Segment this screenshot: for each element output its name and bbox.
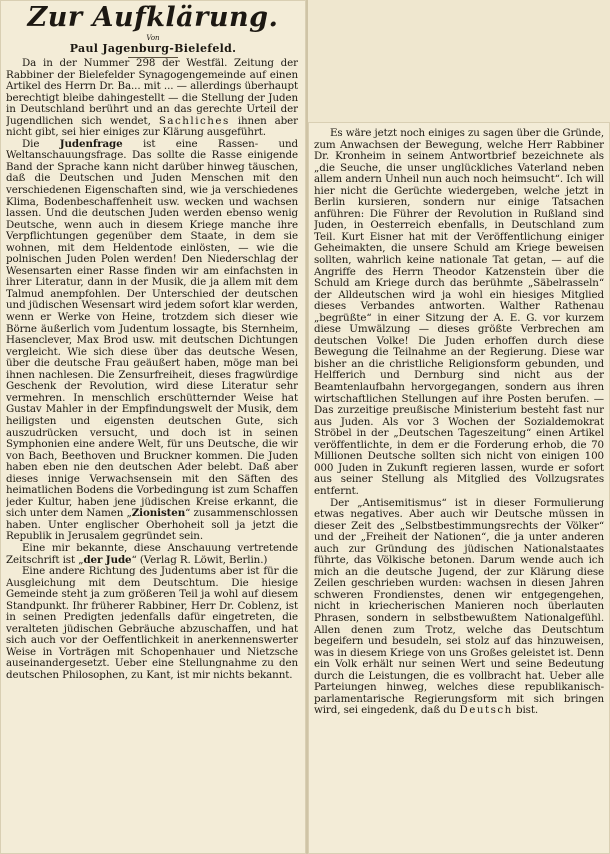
- text-run: ihnen aber nicht gibt, sei hier einiges zur Klärung ausgeführt.: [6, 114, 298, 139]
- article-paragraph: [314, 498, 604, 717]
- article-column-left: [6, 58, 298, 854]
- text-run: der Jude: [83, 553, 132, 566]
- text-run: “ (Verlag R. Löwit, Berlin.): [131, 553, 268, 566]
- text-run: Die: [22, 137, 60, 150]
- byline-prefix: Von: [146, 34, 160, 42]
- text-run: Eine andere Richtung des Judentums aber ist für die Ausgleichung mit dem Deutschtum. Die hiesige Gemeinde steht ja zum größeren Teil ja wohl auf diesem Standpunkt. Ihr früherer Rabbiner, Herr Dr. Coblenz, ist in seinen Predigten jedenfalls dafür eingetreten, die veralteten jüdischen Gebräuche abzuschaffen, und hat sich auch vor der Oeffentlichkeit in anerkennenswerter Weise in Vorträgen mit Schopenhauer und Nietzsche auseinandergesetzt. Ueber eine Stellungnahme zu den deutschen Philosophen, zu Kant, ist mir nichts bekannt.: [6, 565, 298, 681]
- article-paragraph: [6, 543, 298, 566]
- text-run: Zionisten: [131, 507, 186, 520]
- text-run: Sachliches: [158, 114, 230, 127]
- article-paragraph: [6, 58, 298, 139]
- text-run: bist.: [512, 704, 539, 717]
- article-paragraph: [6, 566, 298, 681]
- text-run: Eine mir bekannte, diese Anschauung vertretende Zeitschrift ist „: [6, 541, 298, 566]
- article-title: Zur Aufklärung.: [27, 2, 279, 33]
- text-run: “ zusammenschlossen haben. Unter englischer Oberhoheit soll ja jetzt die Republik in Jerusalem gegründet sein.: [6, 507, 298, 543]
- article-clipping-right: [308, 122, 610, 854]
- text-run: Der „Antisemitismus“ ist in dieser Formulierung etwas negatives. Aber auch wir Deutsche müssen in dieser Zeit des „Selbstbestimmungsrechts der Völker“ und der „Freiheit der Nationen“, die ja unter anderen auch zur Gründung des jüdischen Nationalstaates führte, das Völkische betonen. Darum wende auch ich mich an die deutsche Jugend, der zur Klärung diese Zeilen geschrieben wurden: wachsen in diesen Jahren schweren Frondienstes, denen wir entgegengehen, nicht in kriecherischen Manieren noch überlauten Phrasen, sondern in selbstbewußtem Nationalgefühl. Allen denen zum Trotz, welche das Deutschtum begeifern und besudeln, sei stolz auf das hinzuweisen, was in diesem Kriege von uns Großes geleistet ist. Denn ein Volk erhält nur seinen Wert und seine Bedeutung durch die Leistungen, die es vollbracht hat. Ueber alle Parteiungen hinweg, welches diese republikanisch-parlamentarische Regierungsform mit sich bringen wird, sei eingedenk, daß du: [314, 496, 604, 717]
- text-run: Da in der Nummer 298 der Westfäl. Zeitung der Rabbiner der Bielefelder Synagogengemeinde auf einen Artikel des Herrn Dr. Ba... mit ... — allerdings überhaupt berechtigt bleibe dahingestellt — die Stellung der Juden in Deutschland berührt und an das gerechte Urteil der Jugendlichen sich wendet,: [6, 58, 298, 127]
- text-run: Deutsch: [459, 704, 513, 717]
- article-paragraph: [314, 128, 604, 498]
- article-author: Paul Jagenburg-Bielefeld.: [69, 42, 237, 55]
- text-run: ist eine Rassen- und Weltanschauungsfrage. Das sollte die Rasse einigende Band der Sprache kann nicht darüber hinweg täuschen, daß die Deutschen und Juden Menschen mit den verschiedenen Eigenschaften sind, wie ja verschiedenes Klima, Bodenbeschaffenheit usw. wecken und wachsen lassen. Und die deutschen Juden werden ebenso wenig Deutsche, wenn auch in diesem Kriege manche ihre Verpflichtungen gegenüber dem Staate, in dem sie wohnen, mit dem Heldentode einlösten, — wie die polnischen Juden Polen werden! Den Niederschlag der Wesensarten einer Rasse finden wir am einfachsten in ihrer Literatur, dann in der Musik, die ja allem mit dem Talmud anempfohlen. Der Unterschied der deutschen und jüdischen Wesensart wird jedem sofort klar werden, wenn er Werke von Heine, trotzdem sich dieser wie Börne äußerlich vom Judentum lossagte, bis Sternheim, Hasenclever, Max Brod usw. mit deutschen Dichtungen vergleicht. Wie sich diese über das deutsche Wesen, über die deutsche Frau geäußert haben, möge man bei ihnen nachlesen. Die Zensurfreiheit, dieses fragwürdige Geschenk der Revolution, wird diese Literatur sehr vermehren. In menschlich erschütternder Weise hat Gustav Mahler in der Empfindungswelt der Musik, dem heiligsten und eigensten deutschen Gute, sich auszudrücken versucht, und doch ist in seinen Symphonien eine andere Welt, für uns Deutsche, die wir von Bach, Beethoven und Bruckner kommen. Die Juden haben eben nie den deutschen Ader belebt. Daß aber dieses innige Verwachsensein mit den Säften des heimatlichen Bodens die Vorbedingung ist zum Schaffen jeder Kultur, haben jene jüdischen Kreise erkannt, die sich unter dem Namen „: [6, 137, 298, 520]
- text-run: Judenfrage: [59, 137, 123, 150]
- text-run: Es wäre jetzt noch einiges zu sagen über die Gründe, zum Anwachsen der Bewegung, welche Herr Rabbiner Dr. Kronheim in seinem Antwortbrief bezeichnete als „die Seuche, die unser unglückliches Vaterland neben allem andern Unheil nun auch noch heimsucht“. Ich will hier nicht die Gerüchte wiedergeben, welche jetzt in Berlin kursieren, sondern nur einige Tatsachen anführen: Die Führer der Revolution in Rußland sind Juden, in Oesterreich ebenfalls, in Deutschland zum Teil. Kurt Eisner hat mit der Veröffentlichung einiger Geheimakten, die unsere Schuld am Kriege beweisen sollten, wahrlich keine nationale Tat getan, — auf die Angriffe des Herrn Theodor Katzenstein über die Schuld am Kriege durch das berühmte „Säbelrasseln“ der Alldeutschen wird ja wohl ein hiesiges Mitglied dieses Verbandes antworten. Walther Rathenau „begrüßte“ in einer Sitzung der A. E. G. vor kurzem diese Umwälzung — dieses größte Verbrechen am deutschen Volke! Die Juden erhoffen durch diese Bewegung die Teilnahme an der Regierung. Diese war bisher an die christliche Religionsform gebunden, und Helfferich und Dernburg sind nicht aus der Beamtenlaufbahn hervorgegangen, sondern aus ihren wirtschaftlichen Stellungen auf ihre Posten berufen. — Das zurzeitige preußische Ministerium besteht fast nur aus Juden. Als vor 3 Wochen der Sozialdemokrat Ströbel in der „Deutschen Tageszeitung“ einen Artikel veröffentlichte, in dem er die Forderung erhob, die 70 Millionen Deutsche sollten sich nicht von einigen 100 000 Juden in Zukunft regieren lassen, wurde er sofort aus seiner Stellung als Mitglied des Vollzugsrates entfernt.: [314, 128, 604, 497]
- article-column-right: [314, 128, 604, 854]
- article-paragraph: [6, 139, 298, 543]
